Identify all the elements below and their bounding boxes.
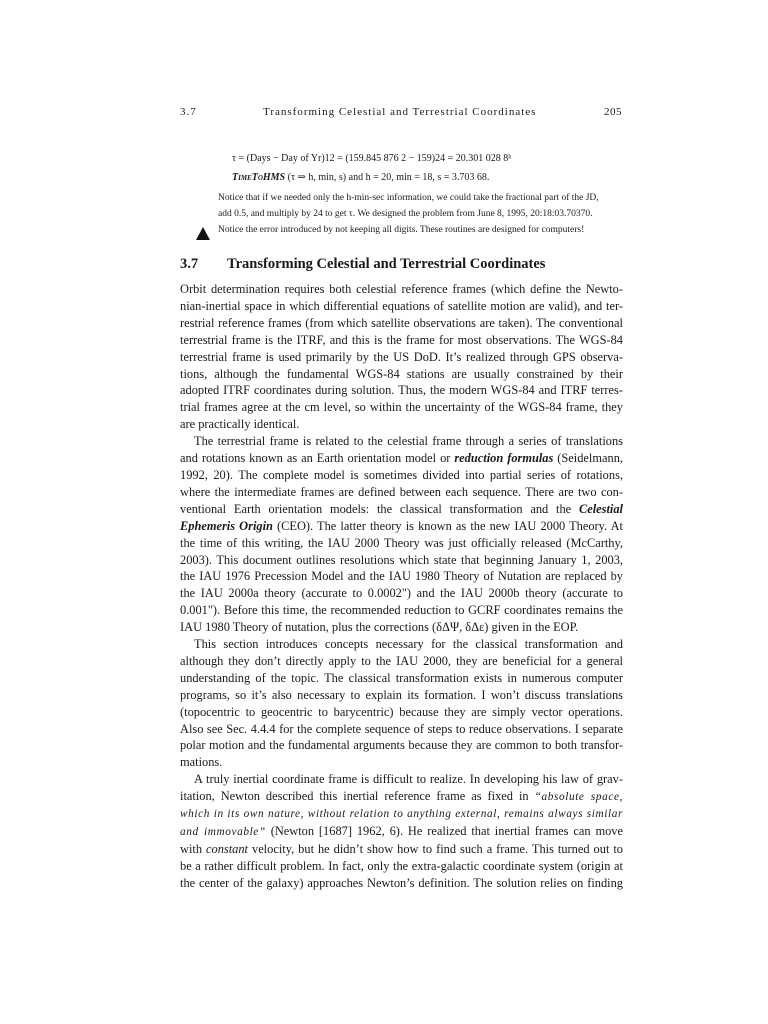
text-run: ventional Earth orientation models: the classical transformation and the bbox=[180, 501, 579, 516]
text-line: restrial reference frames (from which satellite observations are taken). The conventional bbox=[180, 315, 623, 330]
term-constant: constant bbox=[206, 841, 249, 856]
text-line: This section introduces concepts necessary for the classical transformation and bbox=[194, 637, 623, 652]
text-line: terrestrial frame is the ITRF, and this is the frame for most observations. The WGS-84 bbox=[180, 332, 623, 347]
paragraph-2 bbox=[180, 433, 623, 636]
page-number: 205 bbox=[604, 106, 622, 118]
text-line: programs, so it’s also necessary to explain its formation. I won’t discuss translations bbox=[180, 687, 623, 702]
section-title: Transforming Celestial and Terrestrial Coordinates bbox=[227, 256, 546, 272]
text-line: be a rather difficult problem. In fact, only the extra-galactic coordinate system (origin at bbox=[180, 858, 623, 873]
example-equation-timetohms bbox=[232, 172, 489, 183]
text-line: the center of the galaxy) approaches Newton’s definition. The solution relies on finding bbox=[180, 875, 623, 890]
text-line: Orbit determination requires both celestial reference frames (which define the Newto- bbox=[180, 282, 623, 296]
text-run: with bbox=[180, 841, 207, 856]
text-line: are practically identical. bbox=[180, 417, 300, 432]
term-reduction-formulas: reduction formulas bbox=[454, 451, 554, 466]
text-line bbox=[180, 841, 623, 858]
header-title: Transforming Celestial and Terrestrial Coordinates bbox=[263, 106, 537, 118]
text-line: The terrestrial frame is related to the celestial frame through a series of translations bbox=[194, 434, 623, 449]
text-line: terrestrial frame is used primarily by the US DoD. It’s realized through GPS observa- bbox=[180, 349, 623, 364]
text-line: tions, although the fundamental WGS-84 stations are usually constrained by their bbox=[180, 366, 623, 381]
text-line: 2003). This document outlines resolutions which state that beginning January 1, 2003, bbox=[180, 552, 623, 567]
text-line: (topocentric to geocentric to barycentric) because they are simply vector operations. bbox=[180, 704, 623, 719]
newton-quote: and immovable” bbox=[180, 826, 266, 838]
body-text bbox=[180, 281, 623, 892]
term-ephemeris-origin: Ephemeris Origin bbox=[180, 518, 273, 533]
text-line: IAU 1980 Theory of nutation, plus the corrections (δΔΨ, δΔε) given in the EOP. bbox=[180, 620, 579, 635]
text-line bbox=[180, 501, 623, 518]
note-line: Notice that if we needed only the h-min-sec information, we could take the fractional part of the JD, bbox=[218, 193, 599, 203]
note-line: Notice the error introduced by not keeping all digits. These routines are designed for computers! bbox=[218, 225, 585, 235]
header-section-number: 3.7 bbox=[180, 106, 197, 118]
text-run: (Newton [1687] 1962, 6). He realized that inertial frames can move bbox=[265, 824, 623, 838]
text-run: velocity, but he didn’t show how to find such a frame. This turned out to bbox=[248, 841, 623, 856]
text-line: polar motion and the fundamental arguments because they are common to both transfor- bbox=[180, 738, 623, 753]
end-of-example-triangle-icon bbox=[196, 227, 210, 240]
text-line: trial frames agree at the cm level, so within the uncertainty of the WGS-84 frame, they bbox=[180, 400, 623, 415]
text-line: 1992, 20). The complete model is sometimes divided into partial series of rotations, bbox=[180, 467, 623, 482]
newton-quote: “absolute space, bbox=[534, 791, 623, 804]
text-line: 0.001"). Before this time, the recommended reduction to GCRF coordinates remains the bbox=[180, 603, 623, 618]
text-run: (CEO). The latter theory is known as the new IAU 2000 Theory. At bbox=[272, 518, 623, 533]
paragraph-1 bbox=[180, 281, 623, 433]
text-run: and rotations known as an Earth orientation model or bbox=[180, 451, 455, 466]
text-line: understanding of the topic. The classical transformation exists in numerous computer bbox=[180, 670, 623, 685]
newton-quote-line: which in its own nature, without relation to anything external, remains always similar bbox=[180, 808, 623, 821]
equation-rest: (τ ⇒ h, min, s) and h = 20, min = 18, s = 3.703 68. bbox=[285, 172, 490, 183]
routine-name: TimeToHMS bbox=[232, 172, 286, 183]
text-line: adopted ITRF coordinates during solution. Thus, the modern WGS-84 and ITRF terres- bbox=[180, 383, 623, 398]
running-header bbox=[180, 106, 622, 122]
text-line bbox=[180, 450, 623, 467]
example-equation-tau: τ = (Days − Day of Yr)12 = (159.845 876 2 − 159)24 = 20.301 028 8ʰ bbox=[232, 153, 512, 164]
note-line: add 0.5, and multiply by 24 to get τ. We designed the problem from June 8, 1995, 20:18:03.70370. bbox=[218, 209, 593, 219]
text-line bbox=[180, 518, 623, 535]
section-number: 3.7 bbox=[180, 256, 199, 272]
text-line: where the intermediate frames are defined between each sequence. There are two con- bbox=[180, 484, 623, 499]
text-line bbox=[180, 823, 623, 841]
text-line: A truly inertial coordinate frame is difficult to realize. In developing his law of grav- bbox=[194, 772, 623, 787]
text-run: (Seidelmann, bbox=[553, 451, 624, 466]
text-line: the time of this writing, the IAU 2000 Theory was just officially released (McCarthy, bbox=[180, 535, 623, 550]
paragraph-3 bbox=[180, 636, 623, 771]
text-run: itation, Newton described this inertial reference frame as fixed in bbox=[180, 789, 535, 804]
text-line: the IAU 2000a theory (accurate to 0.0002") and the IAU 2000b theory (accurate to bbox=[180, 586, 623, 601]
text-line: mations. bbox=[180, 755, 223, 770]
text-line: although they don’t directly apply to the IAU 2000, they are beneficial for a general bbox=[180, 653, 623, 668]
term-celestial: Celestial bbox=[578, 501, 623, 516]
paragraph-4 bbox=[180, 771, 623, 891]
text-line bbox=[180, 788, 623, 806]
text-line: Also see Sec. 4.4.4 for the complete sequence of steps to reduce observations. I separate bbox=[180, 721, 623, 736]
text-line: nian-inertial space in which differential equations of satellite motion are valid), and ter- bbox=[180, 298, 623, 313]
text-line: the IAU 1976 Precession Model and the IAU 1980 Theory of Nutation are replaced by bbox=[180, 569, 623, 584]
example-note bbox=[218, 190, 628, 238]
